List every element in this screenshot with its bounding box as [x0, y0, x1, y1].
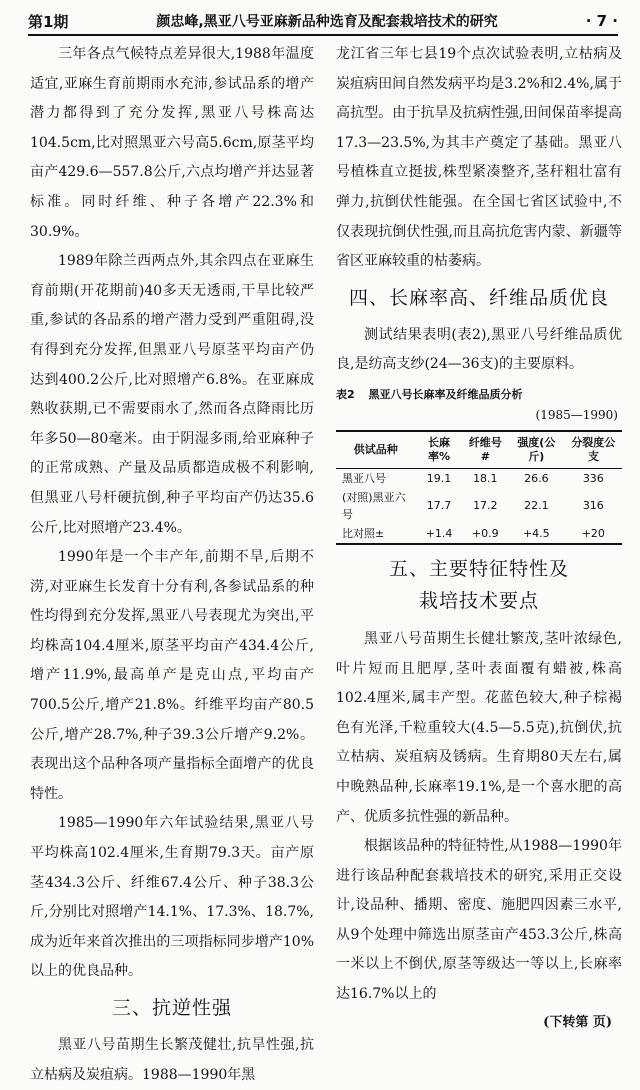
- table-caption: [336, 386, 622, 404]
- table-row: [336, 488, 622, 524]
- paragraph: 1985—1990年六年试验结果,黑亚八号平均株高102.4厘米,生育期79.3天。亩产原茎434.3公斤、纤维67.4公斤、种子38.3公斤,分别比对照增产14.1%、17.3%、18.7%,成为近年来首次推出的三项指标同步增产10%以上的优良品种。: [30, 815, 314, 980]
- left-column: [30, 40, 314, 1083]
- section-heading: 三、抗逆性强: [111, 997, 232, 1019]
- table-cell: +20: [581, 526, 605, 540]
- col-header: 供试品种: [336, 431, 415, 469]
- paragraph: 黑亚八号苗期生长繁茂健壮,抗旱性强,抗立枯病及炭疽病。1988—1990年黑: [30, 1037, 314, 1083]
- fiber-quality-table: [336, 430, 622, 545]
- paragraph: 三年各点气候特点差异很大,1988年温度适宜,亚麻生育前期雨水充沛,参试品系的增产潜力都得到了充分发挥,黑亚八号株高达104.5cm,比对照黑亚六号高5.6cm,原茎平均亩产429.6—557.8公斤,六点均增产并达显著标准。同时纤维、种子各增产22.3%和30.9%。: [30, 46, 314, 240]
- table-cell: 比对照±: [342, 526, 385, 540]
- table-cell: 26.6: [524, 471, 549, 485]
- table-cell: 22.1: [524, 499, 549, 513]
- table-years: (1985—1990): [535, 407, 618, 422]
- table-cell: +1.4: [425, 526, 453, 540]
- col-header: 长麻率%: [415, 431, 462, 469]
- table-cell: 黑亚八号: [342, 471, 386, 485]
- table-cell: +0.9: [471, 526, 499, 540]
- paragraph: 黑亚八号苗期生长健壮繁茂,茎叶浓绿色,叶片短而且肥厚,茎叶表面覆有蜡被,株高102.4厘米,属丰产型。花蓝色较大,种子棕褐色有光泽,千粒重较大(4.5—5.5克),抗倒伏,抗立枯病、炭疽病及锈病。生育期80天左右,属中晚熟品种,长麻率19.1%,是一个喜水肥的高产、优质多抗性强的新品种。: [336, 630, 622, 825]
- paragraph: 根据该品种的特征特性,从1988—1990年进行该品种配套栽培技术的研究,采用正交设计,设品种、播期、密度、施肥四因素三水平,从9个处理中筛选出原茎亩产453.3公斤,株高一米以上不倒伏,原茎等级达一等以上,长麻率达16.7%以上的: [336, 838, 622, 1003]
- article-title: 颜忠峰,黑亚八号亚麻新品种选育及配套栽培技术的研究: [156, 14, 498, 30]
- table-row: [336, 468, 622, 488]
- table-cell: 336: [582, 471, 604, 485]
- running-header: [28, 8, 618, 36]
- paragraph: 测试结果表明(表2),黑亚八号纤维品质优良,是纺高支纱(24—36支)的主要原料。: [336, 326, 622, 373]
- table-number: 表2: [336, 387, 355, 401]
- paragraph: 1990年是一个丰产年,前期不旱,后期不涝,对亚麻生长发育十分有利,各参试品系的种性均得到充分发挥,黑亚八号表现尤为突出,平均株高104.4厘米,原茎平均亩产434.4公斤,增产11.9%,最高单产是克山点,平均亩产700.5公斤,增产21.8%。纤维平均亩产80.5公斤,增产28.7%,种子39.3公斤增产9.2%。表现出这个品种各项产量指标全面增产的优良特性。: [30, 549, 314, 802]
- paragraph: 1989年除兰西两点外,其余四点在亚麻生育前期(开花期前)40多天无透雨,干旱比较严重,参试的各品系的增产潜力受到严重阻碍,没有得到充分发挥,但黑亚八号原茎平均亩产仍达到400.2公斤,比对照增产6.8%。在亚麻成熟收获期,已不需要雨水了,然而各点降雨比历年多50—80毫米。由于阴湿多雨,给亚麻种子的正常成熟、产量及品质都造成极不利影响,但黑亚八号杆硬抗倒,种子平均亩产仍达35.6公斤,比对照增产23.4%。: [30, 253, 314, 536]
- table-row: [336, 524, 622, 544]
- table-cell: (对照)黑亚六号: [342, 490, 406, 521]
- table-cell: 18.1: [473, 471, 498, 485]
- col-header: 纤维号#: [463, 431, 508, 469]
- section-heading-line1: 五、主要特征特性及: [388, 557, 569, 580]
- col-header: 分裂度公支: [565, 431, 622, 469]
- section-heading: 四、长麻率高、纤维品质优良: [348, 286, 609, 309]
- right-column: [336, 40, 622, 1030]
- paragraph: 龙江省三年七县19个点次试验表明,立枯病及炭疽病田间自然发病平均是3.2%和2.4%,属于高抗型。由于抗旱及抗病性强,田间保苗率提高17.3—23.5%,为其丰产奠定了基础。黑亚八号植株直立挺拔,株型紧凑整齐,茎秆粗壮富有弹力,抗倒伏性能强。在全国七省区试验中,不仅表现抗倒伏性强,而且高抗危害内蒙、新疆等省区亚麻较重的枯萎病。: [336, 46, 622, 270]
- section-heading-line2: 栽培技术要点: [418, 589, 539, 612]
- issue-number: 第1期: [28, 12, 69, 31]
- table-cell: +4.5: [522, 526, 550, 540]
- col-header: 强度(公斤): [508, 431, 565, 469]
- section-heading: [336, 553, 622, 617]
- table-cell: 19.1: [426, 471, 452, 485]
- table-header-row: [336, 431, 622, 469]
- continued-note: (下转第 页): [543, 1014, 612, 1030]
- table-cell: 17.2: [473, 499, 498, 513]
- table-title: 黑亚八号长麻率及纤维品质分析: [368, 387, 523, 401]
- table-cell: 316: [582, 499, 604, 513]
- page-number: · 7 ·: [585, 12, 618, 30]
- table-cell: 17.7: [426, 499, 452, 513]
